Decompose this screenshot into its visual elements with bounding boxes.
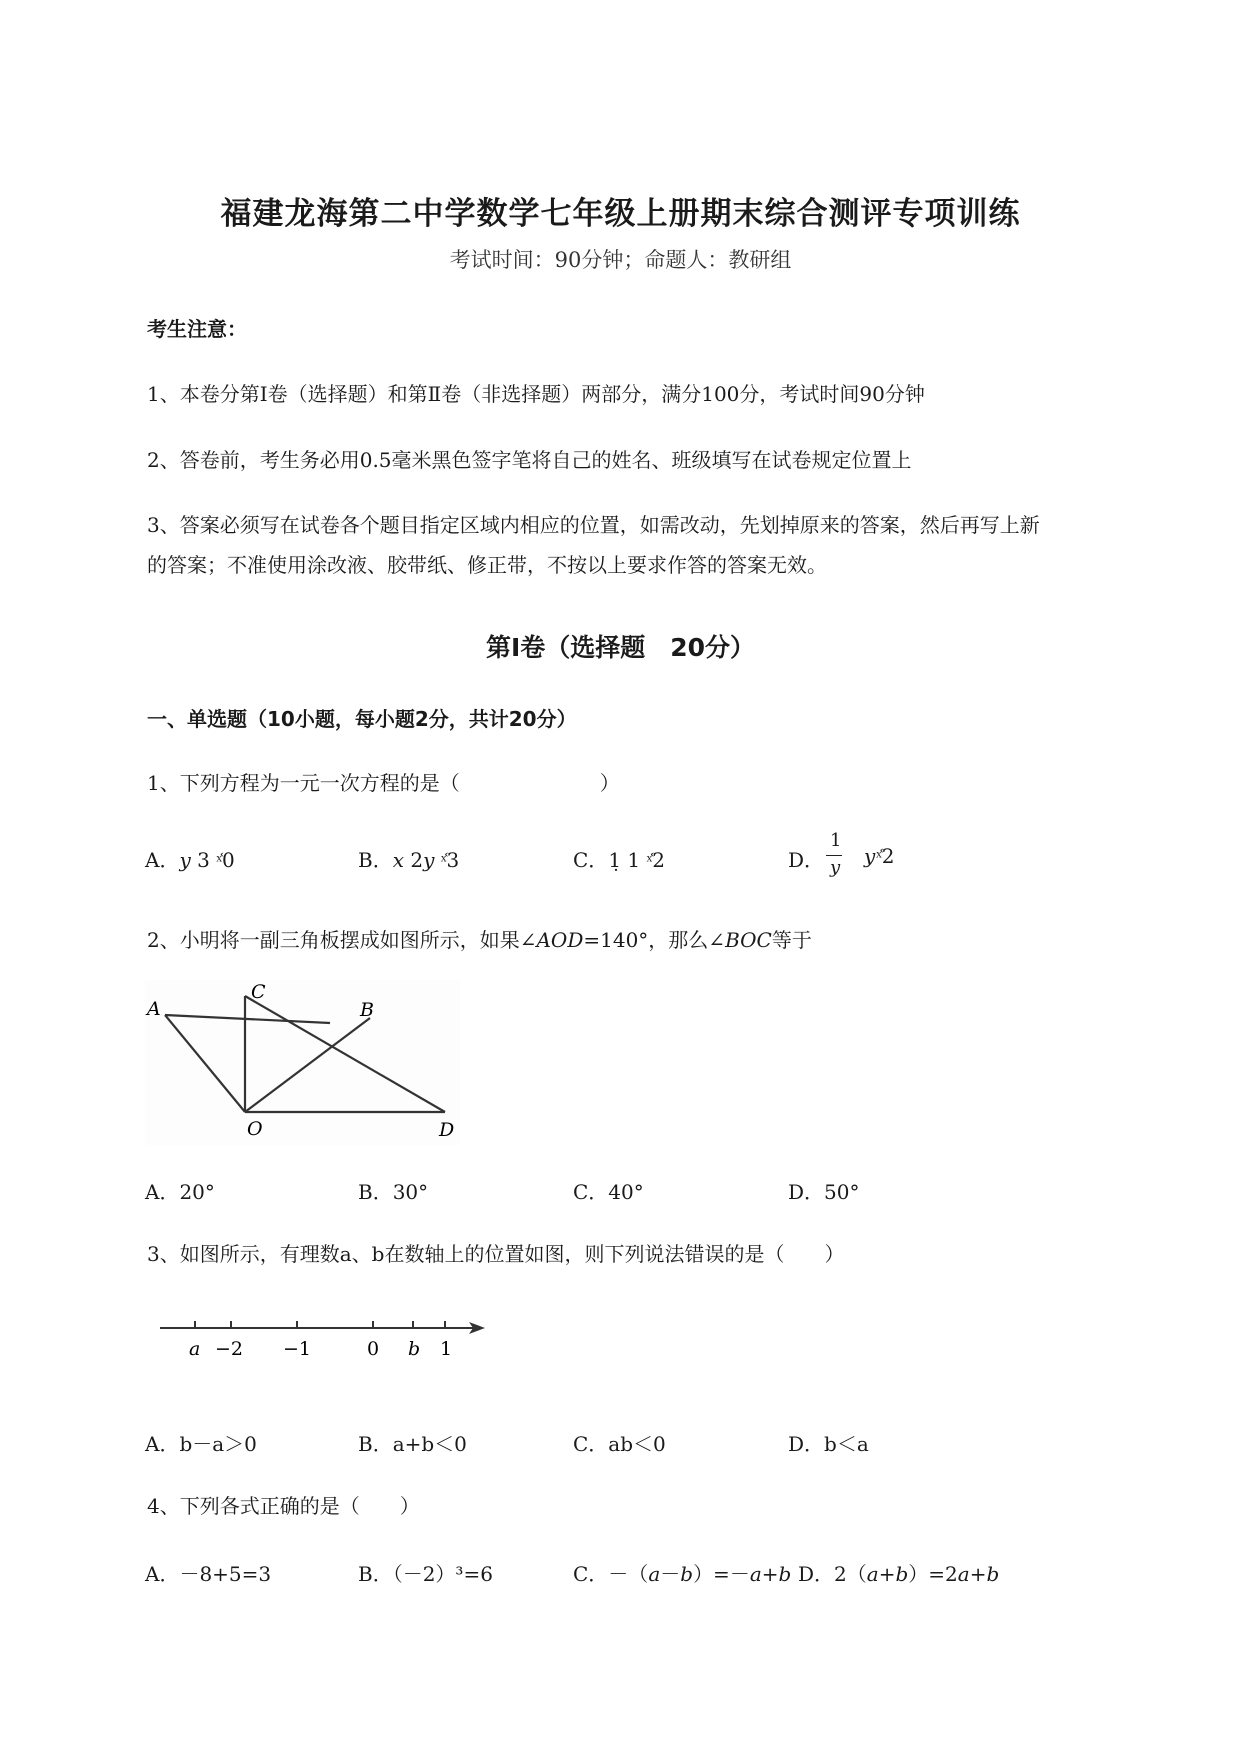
notice-item-3-cont: 的答案；不准使用涂改液、胶带纸、修正带，不按以上要求作答的答案无效。 [147,553,827,577]
question-3-stem: 3、如图所示，有理数a、b在数轴上的位置如图，则下列说法错误的是（ ） [147,1242,845,1266]
question-2-option-b[interactable]: B．30° [358,1180,429,1204]
label-d: D [439,1119,455,1141]
question-1-option-b[interactable]: B．x 2y ˣ᷾3 [358,848,460,872]
question-1-stem: 1、下列方程为一元一次方程的是（ ） [147,771,620,795]
question-3-option-c[interactable]: C．ab＜0 [573,1432,666,1456]
label-a: A [147,998,161,1020]
figure-background [145,980,460,1145]
question-1-option-a[interactable]: A．y 3 ˣ᷾0 [145,848,235,872]
label-minus-1: −1 [283,1338,312,1360]
page-title: 福建龙海第二中学数学七年级上册期末综合测评专项训练 [220,196,1021,232]
question-4-option-b[interactable]: B．（－2）³=6 [358,1562,493,1586]
question-4-option-c[interactable]: C．－（a－b）=－a+b [573,1562,792,1586]
triangle-figure [145,980,460,1145]
label-b: b [408,1338,421,1360]
question-2-option-a[interactable]: A．20° [145,1180,215,1204]
question-4-stem: 4、下列各式正确的是（ ） [147,1494,420,1518]
label-a: a [189,1338,201,1360]
label-o: O [247,1118,263,1140]
notice-item-1: 1、本卷分第Ⅰ卷（选择题）和第Ⅱ卷（非选择题）两部分，满分100分，考试时间90分钟 [147,382,925,406]
question-1-option-c[interactable]: C．1̣ 1 ˣ᷾2 [573,848,665,872]
label-one: 1 [440,1338,453,1360]
question-3-option-a[interactable]: A．b－a＞0 [145,1432,257,1456]
label-b: B [360,999,374,1021]
notice-title: 考生注意： [147,317,247,341]
notice-item-3: 3、答案必须写在试卷各个题目指定区域内相应的位置，如需改动，先划掉原来的答案，然后再写上新 [147,513,1040,537]
question-2-option-c[interactable]: C．40° [573,1180,644,1204]
notice-item-2: 2、答卷前，考生务必用0.5毫米黑色签字笔将自己的姓名、班级填写在试卷规定位置上 [147,448,912,472]
label-zero: 0 [367,1338,380,1360]
section-subtitle: 一、单选题（10小题，每小题2分，共计20分） [147,707,577,731]
question-2-option-d[interactable]: D．50° [788,1180,860,1204]
question-3-option-d[interactable]: D．b＜a [788,1432,869,1456]
fraction-bar [826,855,842,856]
question-4-option-d[interactable]: D．2（a+b）=2a+b [798,1562,1000,1586]
label-minus-2: −2 [215,1338,244,1360]
exam-info: 考试时间：90分钟；命题人：教研组 [449,248,792,272]
label-c: C [251,981,266,1003]
question-4-option-a[interactable]: A．－8+5=3 [145,1562,272,1586]
question-2-stem: 2、小明将一副三角板摆成如图所示，如果∠AOD=140°，那么∠BOC等于 [147,928,812,952]
question-3-option-b[interactable]: B．a+b＜0 [358,1432,467,1456]
number-line [155,1315,495,1365]
section-title: 第Ⅰ卷（选择题 20分） [485,633,756,662]
